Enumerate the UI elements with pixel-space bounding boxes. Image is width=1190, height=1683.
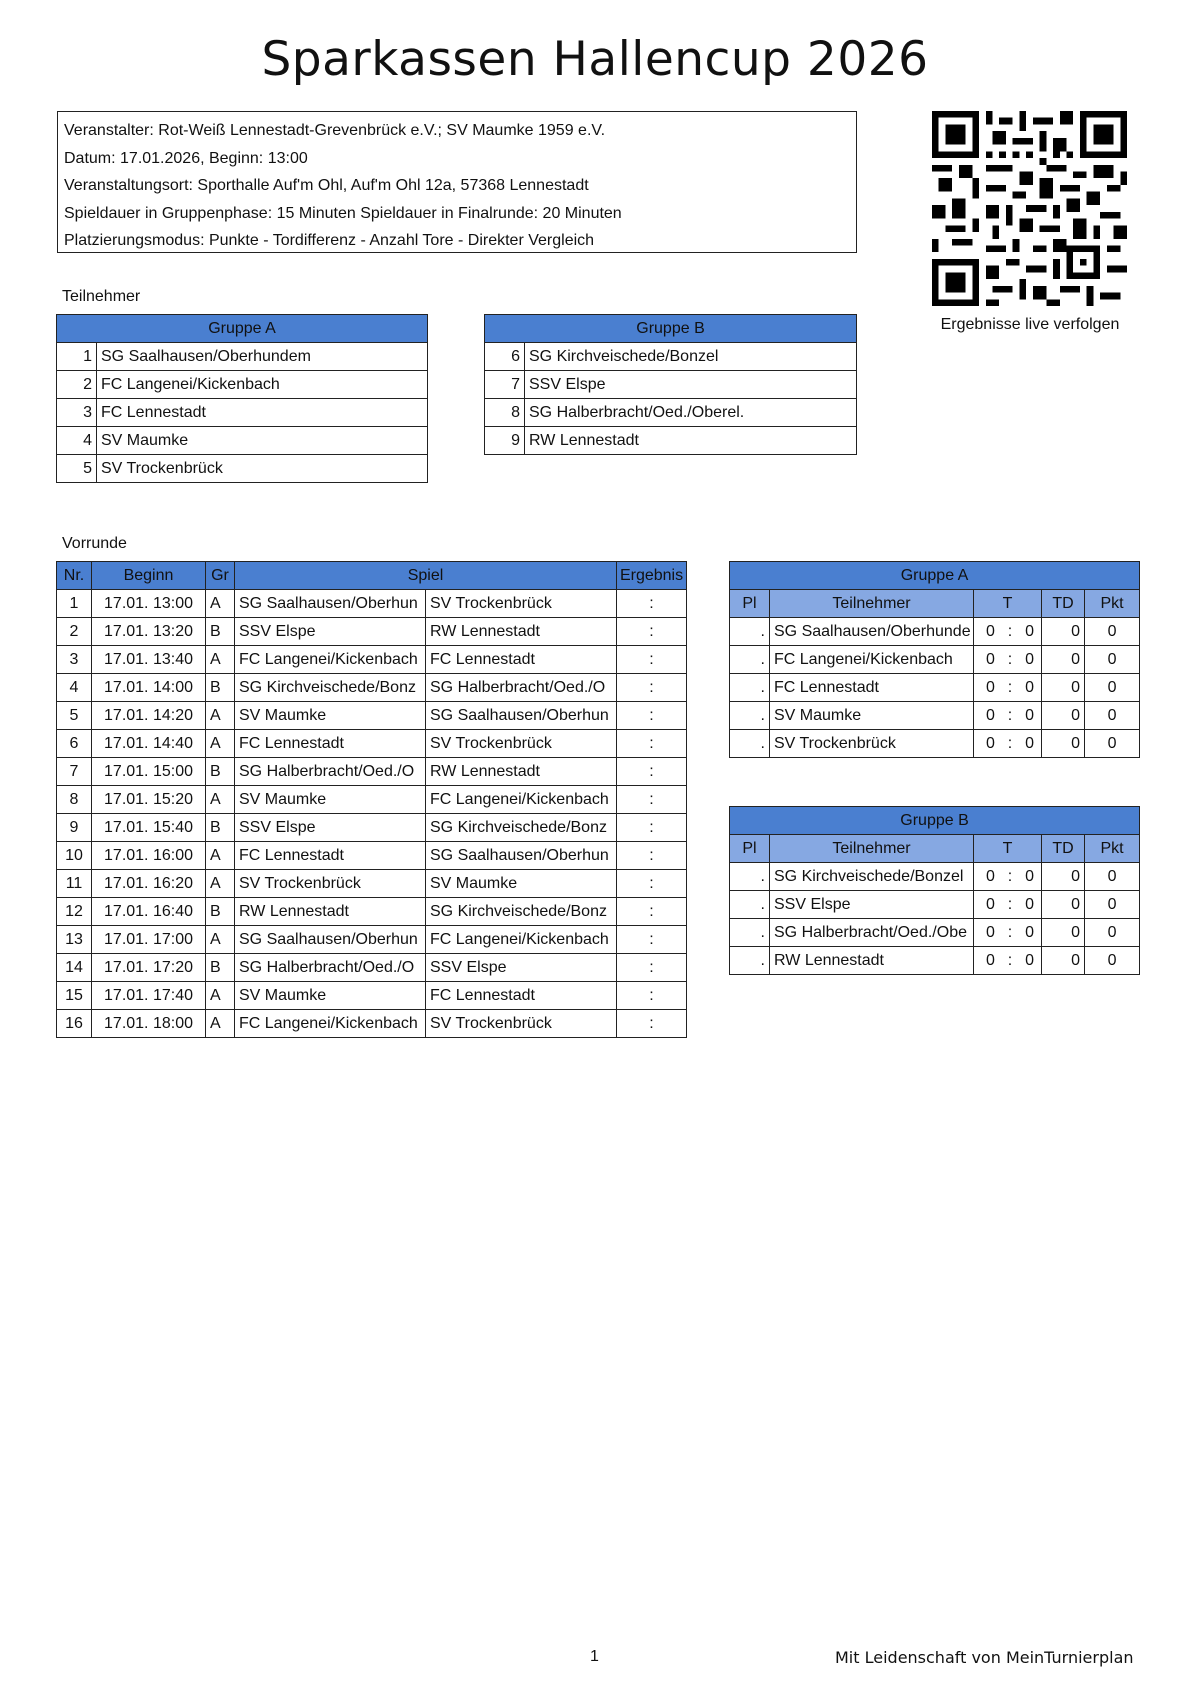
team-name: RW Lennestadt (525, 427, 857, 455)
goals-separator: : (1007, 734, 1013, 752)
table-row (57, 399, 428, 427)
match-group: B (206, 758, 235, 786)
table-row (57, 427, 428, 455)
match-home-team: SV Maumke (235, 982, 426, 1010)
match-away-team: SV Maumke (426, 870, 617, 898)
match-number: 6 (57, 730, 92, 758)
match-away-team: SG Saalhausen/Oberhun (426, 702, 617, 730)
table-row (57, 343, 428, 371)
info-date: Datum: 17.01.2026, Beginn: 13:00 (64, 149, 308, 167)
col-header-gr: Gr (206, 562, 235, 590)
footer-credit: Mit Leidenschaft von MeinTurnierplan (835, 1648, 1134, 1667)
standing-goal-difference: 0 (1042, 674, 1085, 702)
standing-team-name: RW Lennestadt (770, 947, 974, 975)
section-label-vorrunde: Vorrunde (62, 535, 127, 552)
goals-for: 0 (986, 951, 995, 969)
team-number: 1 (57, 343, 97, 371)
standing-place: . (730, 702, 770, 730)
table-row (57, 618, 687, 646)
match-number: 9 (57, 814, 92, 842)
table-row (57, 982, 687, 1010)
match-start-time: 17.01. 15:00 (92, 758, 206, 786)
goals-wrapper (974, 868, 1041, 886)
team-number: 6 (485, 343, 525, 371)
match-group: A (206, 590, 235, 618)
match-result: : (617, 646, 687, 674)
match-start-time: 17.01. 16:00 (92, 842, 206, 870)
match-away-team: FC Langenei/Kickenbach (426, 926, 617, 954)
match-group: A (206, 842, 235, 870)
col-header-teilnehmer: Teilnehmer (770, 835, 974, 863)
standing-goals (974, 702, 1042, 730)
match-start-time: 17.01. 17:00 (92, 926, 206, 954)
table-row (730, 618, 1140, 646)
table-row (57, 758, 687, 786)
table-row (57, 674, 687, 702)
team-number: 5 (57, 455, 97, 483)
goals-against: 0 (1025, 622, 1034, 640)
standing-team-name: SV Maumke (770, 702, 974, 730)
match-home-team: SG Kirchveischede/Bonz (235, 674, 426, 702)
standing-place: . (730, 947, 770, 975)
match-start-time: 17.01. 13:00 (92, 590, 206, 618)
standing-goal-difference: 0 (1042, 919, 1085, 947)
goals-for: 0 (986, 622, 995, 640)
table-row (485, 371, 857, 399)
match-group: B (206, 814, 235, 842)
info-ranking-mode: Platzierungsmodus: Punkte - Tordifferenz - Anzahl Tore - Direkter Vergleich (64, 232, 595, 249)
match-number: 10 (57, 842, 92, 870)
match-number: 15 (57, 982, 92, 1010)
goals-wrapper (974, 924, 1041, 942)
table-row (730, 674, 1140, 702)
match-away-team: FC Langenei/Kickenbach (426, 786, 617, 814)
goals-wrapper (974, 651, 1041, 669)
qr-code-icon[interactable] (932, 111, 1127, 306)
match-home-team: SSV Elspe (235, 814, 426, 842)
goals-against: 0 (1025, 706, 1034, 724)
team-name: SG Saalhausen/Oberhundem (97, 343, 428, 371)
standing-place: . (730, 919, 770, 947)
goals-for: 0 (986, 867, 995, 885)
goals-wrapper (974, 735, 1041, 753)
match-start-time: 17.01. 17:20 (92, 954, 206, 982)
match-result: : (617, 1010, 687, 1038)
table-row (57, 730, 687, 758)
team-number: 9 (485, 427, 525, 455)
match-group: B (206, 954, 235, 982)
match-home-team: SV Maumke (235, 702, 426, 730)
goals-separator: : (1007, 867, 1013, 885)
table-row (57, 842, 687, 870)
match-start-time: 17.01. 13:40 (92, 646, 206, 674)
standing-goal-difference: 0 (1042, 702, 1085, 730)
col-header-beginn: Beginn (92, 562, 206, 590)
match-start-time: 17.01. 14:40 (92, 730, 206, 758)
schedule-table (56, 561, 687, 1038)
match-result: : (617, 842, 687, 870)
standing-points: 0 (1085, 646, 1140, 674)
match-start-time: 17.01. 14:00 (92, 674, 206, 702)
match-number: 1 (57, 590, 92, 618)
info-venue: Veranstaltungsort: Sporthalle Auf'm Ohl, Auf'm Ohl 12a, 57368 Lennestadt (64, 177, 589, 194)
standing-goals (974, 646, 1042, 674)
goals-for: 0 (986, 706, 995, 724)
match-home-team: FC Lennestadt (235, 730, 426, 758)
match-result: : (617, 730, 687, 758)
match-result: : (617, 702, 687, 730)
match-start-time: 17.01. 16:40 (92, 898, 206, 926)
standing-goals (974, 674, 1042, 702)
info-organizer: Veranstalter: Rot-Weiß Lennestadt-Grevenbrück e.V.; SV Maumke 1959 e.V. (64, 122, 606, 139)
match-group: B (206, 898, 235, 926)
standing-place: . (730, 674, 770, 702)
table-row (57, 786, 687, 814)
standing-place: . (730, 891, 770, 919)
match-result: : (617, 982, 687, 1010)
match-result: : (617, 674, 687, 702)
col-header-spiel: Spiel (235, 562, 617, 590)
match-away-team: FC Lennestadt (426, 982, 617, 1010)
standings-table-group-b (729, 806, 1140, 975)
col-header-pkt: Pkt (1085, 835, 1140, 863)
match-away-team: RW Lennestadt (426, 758, 617, 786)
standing-goal-difference: 0 (1042, 646, 1085, 674)
col-header-t: T (974, 590, 1042, 618)
team-name: SG Kirchveischede/Bonzel (525, 343, 857, 371)
team-name: FC Langenei/Kickenbach (97, 371, 428, 399)
goals-against: 0 (1025, 895, 1034, 913)
goals-wrapper (974, 623, 1041, 641)
match-away-team: SV Trockenbrück (426, 730, 617, 758)
match-home-team: SG Saalhausen/Oberhun (235, 926, 426, 954)
standing-team-name: SG Halberbracht/Oed./Obe (770, 919, 974, 947)
match-away-team: SG Halberbracht/Oed./O (426, 674, 617, 702)
goals-separator: : (1007, 678, 1013, 696)
standing-points: 0 (1085, 702, 1140, 730)
standing-goals (974, 947, 1042, 975)
table-row (730, 863, 1140, 891)
table-row (57, 870, 687, 898)
match-home-team: FC Lennestadt (235, 842, 426, 870)
col-header-td: TD (1042, 590, 1085, 618)
group-a-participants-table (56, 314, 428, 483)
match-away-team: SV Trockenbrück (426, 590, 617, 618)
match-group: A (206, 926, 235, 954)
match-number: 5 (57, 702, 92, 730)
match-group: A (206, 982, 235, 1010)
team-number: 8 (485, 399, 525, 427)
info-duration: Spieldauer in Gruppenphase: 15 Minuten Spieldauer in Finalrunde: 20 Minuten (64, 204, 622, 222)
goals-separator: : (1007, 622, 1013, 640)
table-row (57, 814, 687, 842)
table-row (57, 1010, 687, 1038)
table-row (57, 371, 428, 399)
goals-against: 0 (1025, 923, 1034, 941)
standing-goal-difference: 0 (1042, 891, 1085, 919)
match-result: : (617, 898, 687, 926)
team-name: FC Lennestadt (97, 399, 428, 427)
table-row (57, 702, 687, 730)
match-start-time: 17.01. 14:20 (92, 702, 206, 730)
standing-points: 0 (1085, 947, 1140, 975)
match-group: A (206, 1010, 235, 1038)
table-row (57, 926, 687, 954)
table-row (730, 919, 1140, 947)
standing-goals (974, 618, 1042, 646)
match-result: : (617, 590, 687, 618)
standing-team-name: FC Langenei/Kickenbach (770, 646, 974, 674)
goals-wrapper (974, 952, 1041, 970)
standing-points: 0 (1085, 618, 1140, 646)
match-group: A (206, 702, 235, 730)
standing-goals (974, 919, 1042, 947)
match-away-team: SSV Elspe (426, 954, 617, 982)
group-b-participants-table (484, 314, 857, 455)
event-info-box (57, 111, 857, 253)
goals-wrapper (974, 707, 1041, 725)
match-home-team: SV Trockenbrück (235, 870, 426, 898)
goals-separator: : (1007, 895, 1013, 913)
table-row (57, 954, 687, 982)
match-result: : (617, 954, 687, 982)
table-row (730, 702, 1140, 730)
table-row (485, 427, 857, 455)
match-group: A (206, 646, 235, 674)
standing-place: . (730, 730, 770, 758)
group-b-header: Gruppe B (485, 315, 857, 343)
table-row (485, 343, 857, 371)
col-header-pkt: Pkt (1085, 590, 1140, 618)
goals-separator: : (1007, 650, 1013, 668)
match-home-team: SG Saalhausen/Oberhun (235, 590, 426, 618)
page-number: 1 (590, 1648, 599, 1665)
col-header-td: TD (1042, 835, 1085, 863)
table-row (57, 455, 428, 483)
standing-goals (974, 863, 1042, 891)
col-header-nr: Nr. (57, 562, 92, 590)
goals-against: 0 (1025, 678, 1034, 696)
standing-points: 0 (1085, 730, 1140, 758)
col-header-pl: Pl (730, 835, 770, 863)
standing-place: . (730, 646, 770, 674)
standing-team-name: SG Kirchveischede/Bonzel (770, 863, 974, 891)
goals-against: 0 (1025, 734, 1034, 752)
col-header-pl: Pl (730, 590, 770, 618)
goals-for: 0 (986, 734, 995, 752)
match-start-time: 17.01. 18:00 (92, 1010, 206, 1038)
team-name: SV Maumke (97, 427, 428, 455)
match-result: : (617, 786, 687, 814)
match-number: 4 (57, 674, 92, 702)
table-row (57, 590, 687, 618)
match-away-team: SG Kirchveischede/Bonz (426, 814, 617, 842)
goals-against: 0 (1025, 867, 1034, 885)
standing-place: . (730, 863, 770, 891)
goals-separator: : (1007, 706, 1013, 724)
section-label-teilnehmer: Teilnehmer (62, 288, 141, 305)
match-home-team: SG Halberbracht/Oed./O (235, 954, 426, 982)
match-home-team: SSV Elspe (235, 618, 426, 646)
match-number: 2 (57, 618, 92, 646)
match-number: 8 (57, 786, 92, 814)
match-result: : (617, 758, 687, 786)
group-a-header: Gruppe A (57, 315, 428, 343)
match-home-team: SG Halberbracht/Oed./O (235, 758, 426, 786)
match-start-time: 17.01. 15:20 (92, 786, 206, 814)
col-header-teilnehmer: Teilnehmer (770, 590, 974, 618)
standing-goal-difference: 0 (1042, 618, 1085, 646)
standings-table-group-a (729, 561, 1140, 758)
standing-place: . (730, 618, 770, 646)
page-title: Sparkassen Hallencup 2026 (261, 32, 929, 87)
table-row (730, 891, 1140, 919)
match-group: A (206, 786, 235, 814)
match-away-team: SG Kirchveischede/Bonz (426, 898, 617, 926)
standing-team-name: SG Saalhausen/Oberhunde (770, 618, 974, 646)
standings-group-b-header: Gruppe B (730, 807, 1140, 835)
goals-for: 0 (986, 895, 995, 913)
standing-goal-difference: 0 (1042, 730, 1085, 758)
match-result: : (617, 814, 687, 842)
table-row (730, 730, 1140, 758)
goals-separator: : (1007, 923, 1013, 941)
match-start-time: 17.01. 13:20 (92, 618, 206, 646)
standing-team-name: SSV Elspe (770, 891, 974, 919)
standing-points: 0 (1085, 891, 1140, 919)
table-row (485, 399, 857, 427)
table-row (730, 947, 1140, 975)
match-home-team: FC Langenei/Kickenbach (235, 1010, 426, 1038)
col-header-t: T (974, 835, 1042, 863)
match-number: 12 (57, 898, 92, 926)
match-start-time: 17.01. 16:20 (92, 870, 206, 898)
goals-against: 0 (1025, 951, 1034, 969)
standing-goal-difference: 0 (1042, 947, 1085, 975)
match-result: : (617, 926, 687, 954)
match-group: A (206, 730, 235, 758)
match-group: B (206, 674, 235, 702)
goals-against: 0 (1025, 650, 1034, 668)
team-number: 7 (485, 371, 525, 399)
match-number: 14 (57, 954, 92, 982)
team-name: SSV Elspe (525, 371, 857, 399)
standing-points: 0 (1085, 919, 1140, 947)
match-away-team: SG Saalhausen/Oberhun (426, 842, 617, 870)
standing-points: 0 (1085, 674, 1140, 702)
match-number: 3 (57, 646, 92, 674)
standing-goals (974, 730, 1042, 758)
match-result: : (617, 618, 687, 646)
team-number: 3 (57, 399, 97, 427)
standing-points: 0 (1085, 863, 1140, 891)
goals-wrapper (974, 896, 1041, 914)
match-home-team: FC Langenei/Kickenbach (235, 646, 426, 674)
match-home-team: RW Lennestadt (235, 898, 426, 926)
match-number: 7 (57, 758, 92, 786)
match-away-team: RW Lennestadt (426, 618, 617, 646)
team-number: 4 (57, 427, 97, 455)
standing-team-name: SV Trockenbrück (770, 730, 974, 758)
goals-separator: : (1007, 951, 1013, 969)
standing-goal-difference: 0 (1042, 863, 1085, 891)
standing-team-name: FC Lennestadt (770, 674, 974, 702)
col-header-ergebnis: Ergebnis (617, 562, 687, 590)
match-number: 11 (57, 870, 92, 898)
team-name: SG Halberbracht/Oed./Oberel. (525, 399, 857, 427)
table-row (57, 898, 687, 926)
team-number: 2 (57, 371, 97, 399)
goals-for: 0 (986, 923, 995, 941)
goals-for: 0 (986, 678, 995, 696)
match-group: B (206, 618, 235, 646)
table-row (57, 646, 687, 674)
standings-group-a-header: Gruppe A (730, 562, 1140, 590)
match-result: : (617, 870, 687, 898)
match-number: 16 (57, 1010, 92, 1038)
match-away-team: SV Trockenbrück (426, 1010, 617, 1038)
match-group: A (206, 870, 235, 898)
match-start-time: 17.01. 17:40 (92, 982, 206, 1010)
standing-goals (974, 891, 1042, 919)
goals-wrapper (974, 679, 1041, 697)
qr-caption: Ergebnisse live verfolgen (940, 316, 1120, 333)
goals-for: 0 (986, 650, 995, 668)
match-number: 13 (57, 926, 92, 954)
match-home-team: SV Maumke (235, 786, 426, 814)
team-name: SV Trockenbrück (97, 455, 428, 483)
match-start-time: 17.01. 15:40 (92, 814, 206, 842)
table-row (730, 646, 1140, 674)
match-away-team: FC Lennestadt (426, 646, 617, 674)
